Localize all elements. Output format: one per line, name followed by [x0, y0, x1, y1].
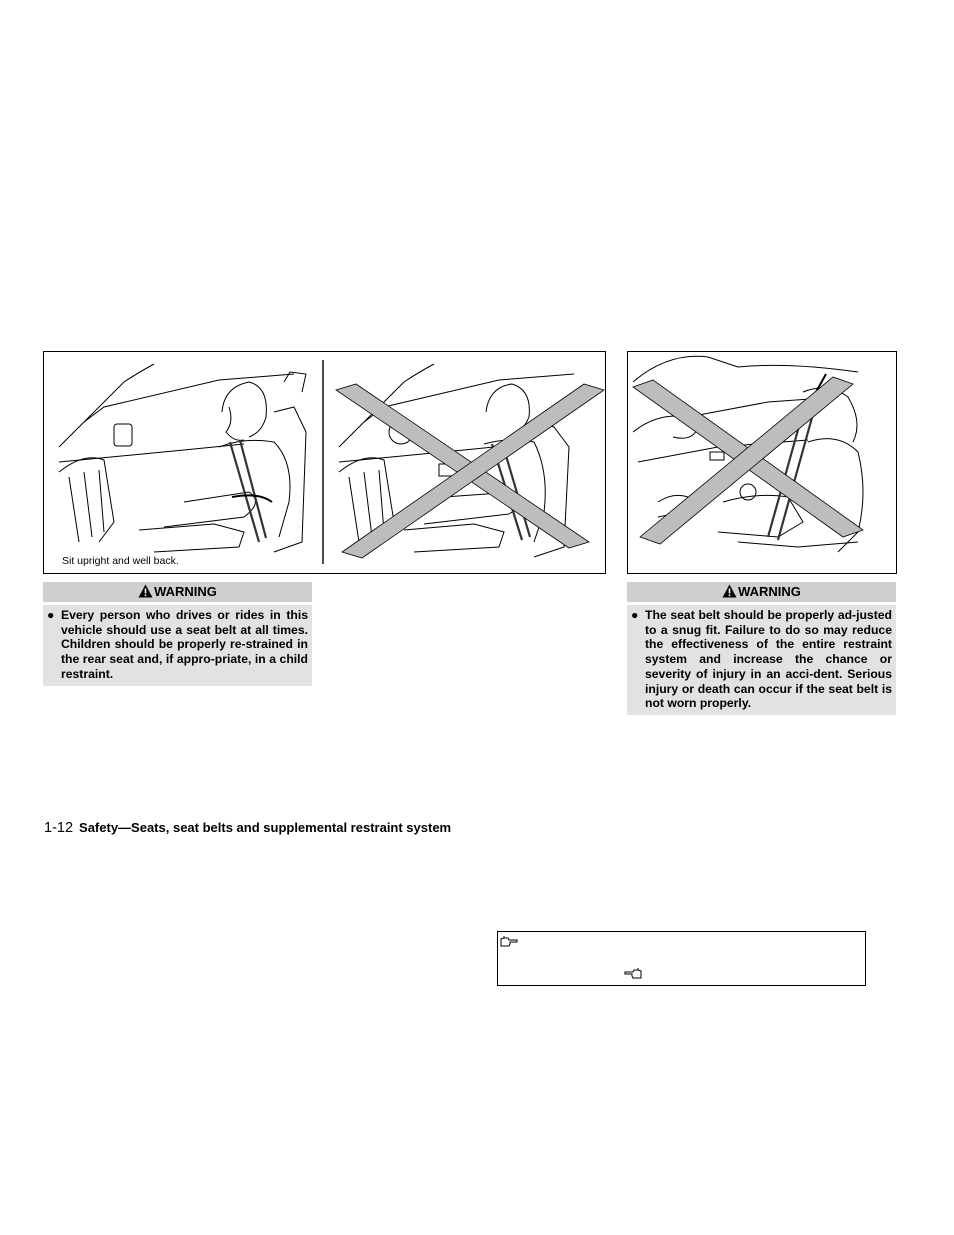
- warning-heading: WARNING: [154, 584, 217, 599]
- figure-caption: Sit upright and well back.: [62, 555, 179, 567]
- pointing-hand-right-icon[interactable]: [500, 934, 518, 952]
- page-number: 1-12: [44, 820, 74, 836]
- warning-box-belt-adjustment: [627, 582, 896, 715]
- warning-body: [43, 605, 312, 686]
- warning-text: Every person who drives or rides in this vehicle should use a seat belt at all times. Children should be properly re-strained in the rear seat and, if appro-priate, in a child restraint.: [61, 608, 308, 681]
- warning-body: [627, 605, 896, 715]
- bullet: ●: [47, 608, 55, 622]
- navigation-box: [497, 931, 866, 986]
- belt-illustration: [628, 352, 896, 573]
- seating-illustration: [44, 352, 605, 573]
- page-footer: [44, 820, 451, 836]
- warning-triangle-icon: [722, 584, 737, 604]
- section-title: Safety—Seats, seat belts and supplemental restraint system: [79, 820, 452, 835]
- figure-seating-position: [43, 351, 606, 574]
- warning-triangle-icon: [138, 584, 153, 604]
- warning-header: [43, 582, 312, 602]
- warning-heading: WARNING: [738, 584, 801, 599]
- pointing-hand-left-icon[interactable]: [624, 966, 642, 984]
- warning-header: [627, 582, 896, 602]
- warning-text: The seat belt should be properly ad-justed to a snug fit. Failure to do so may reduce the effectiveness of the entire restraint system and increase the chance or severity of injury in an acci-dent. Serious injury or death can occur if the seat belt is not worn properly.: [645, 608, 892, 711]
- figure-belt-adjustment: [627, 351, 897, 574]
- warning-box-seat-belt-use: [43, 582, 312, 686]
- bullet: ●: [631, 608, 639, 622]
